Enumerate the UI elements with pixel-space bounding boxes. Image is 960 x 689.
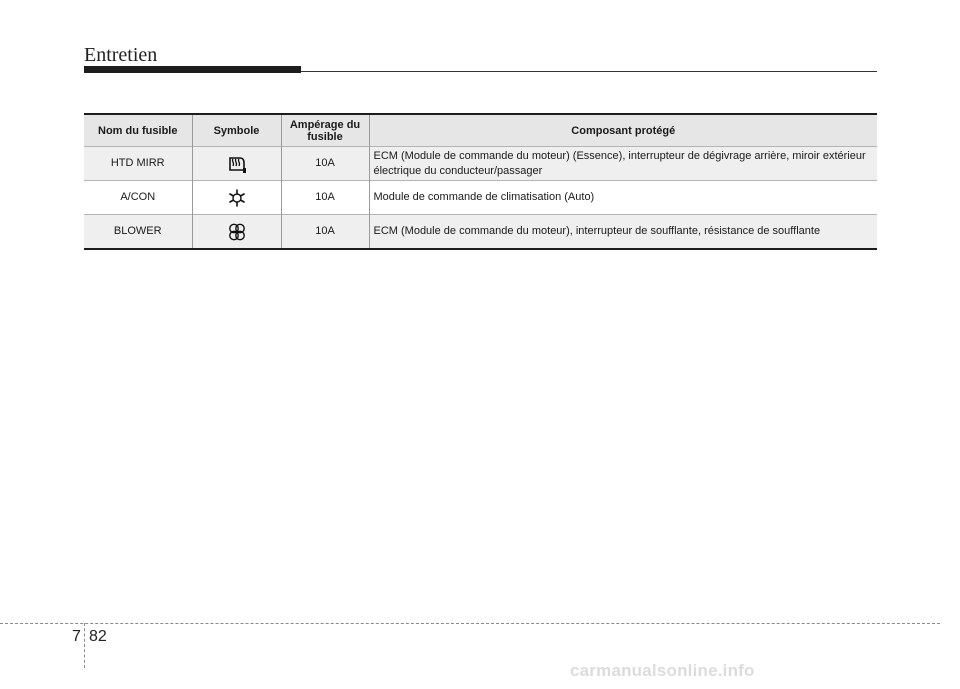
fuse-name: BLOWER — [84, 215, 192, 250]
fuse-amperage: 10A — [281, 147, 369, 181]
chapter-number: 7 — [72, 628, 81, 645]
page-header-title: Entretien — [84, 44, 158, 66]
page-number: 82 — [89, 628, 107, 645]
fuse-symbol — [192, 215, 281, 250]
header-bar — [84, 66, 301, 73]
watermark: carmanualsonline.info — [570, 661, 755, 680]
footer-rule — [0, 623, 940, 624]
header-rule — [301, 71, 877, 72]
column-header-symbol: Symbole — [192, 114, 281, 147]
table-row — [84, 215, 877, 250]
footer-divider — [84, 623, 85, 668]
column-header-name: Nom du fusible — [84, 114, 192, 147]
column-header-amperage: Ampérage du fusible — [281, 114, 369, 147]
table-row — [84, 147, 877, 181]
fuse-name: HTD MIRR — [84, 147, 192, 181]
fuse-component: Module de commande de climatisation (Auto) — [369, 181, 877, 215]
fuse-amperage: 10A — [281, 215, 369, 250]
fuse-amperage: 10A — [281, 181, 369, 215]
fuse-table — [84, 113, 877, 250]
fuse-symbol — [192, 181, 281, 215]
fuse-symbol — [192, 147, 281, 181]
table-header-row — [84, 114, 877, 147]
heated-mirror-icon — [227, 154, 247, 174]
table-row — [84, 181, 877, 215]
fuse-name: A/CON — [84, 181, 192, 215]
ac-snowflake-icon — [227, 188, 247, 208]
fuse-component: ECM (Module de commande du moteur), interrupteur de soufflante, résistance de soufflante — [369, 215, 877, 250]
fan-icon — [227, 222, 247, 242]
column-header-component: Composant protégé — [369, 114, 877, 147]
fuse-component: ECM (Module de commande du moteur) (Essence), interrupteur de dégivrage arrière, miroir extérieur électrique du conducteur/passager — [369, 147, 877, 181]
